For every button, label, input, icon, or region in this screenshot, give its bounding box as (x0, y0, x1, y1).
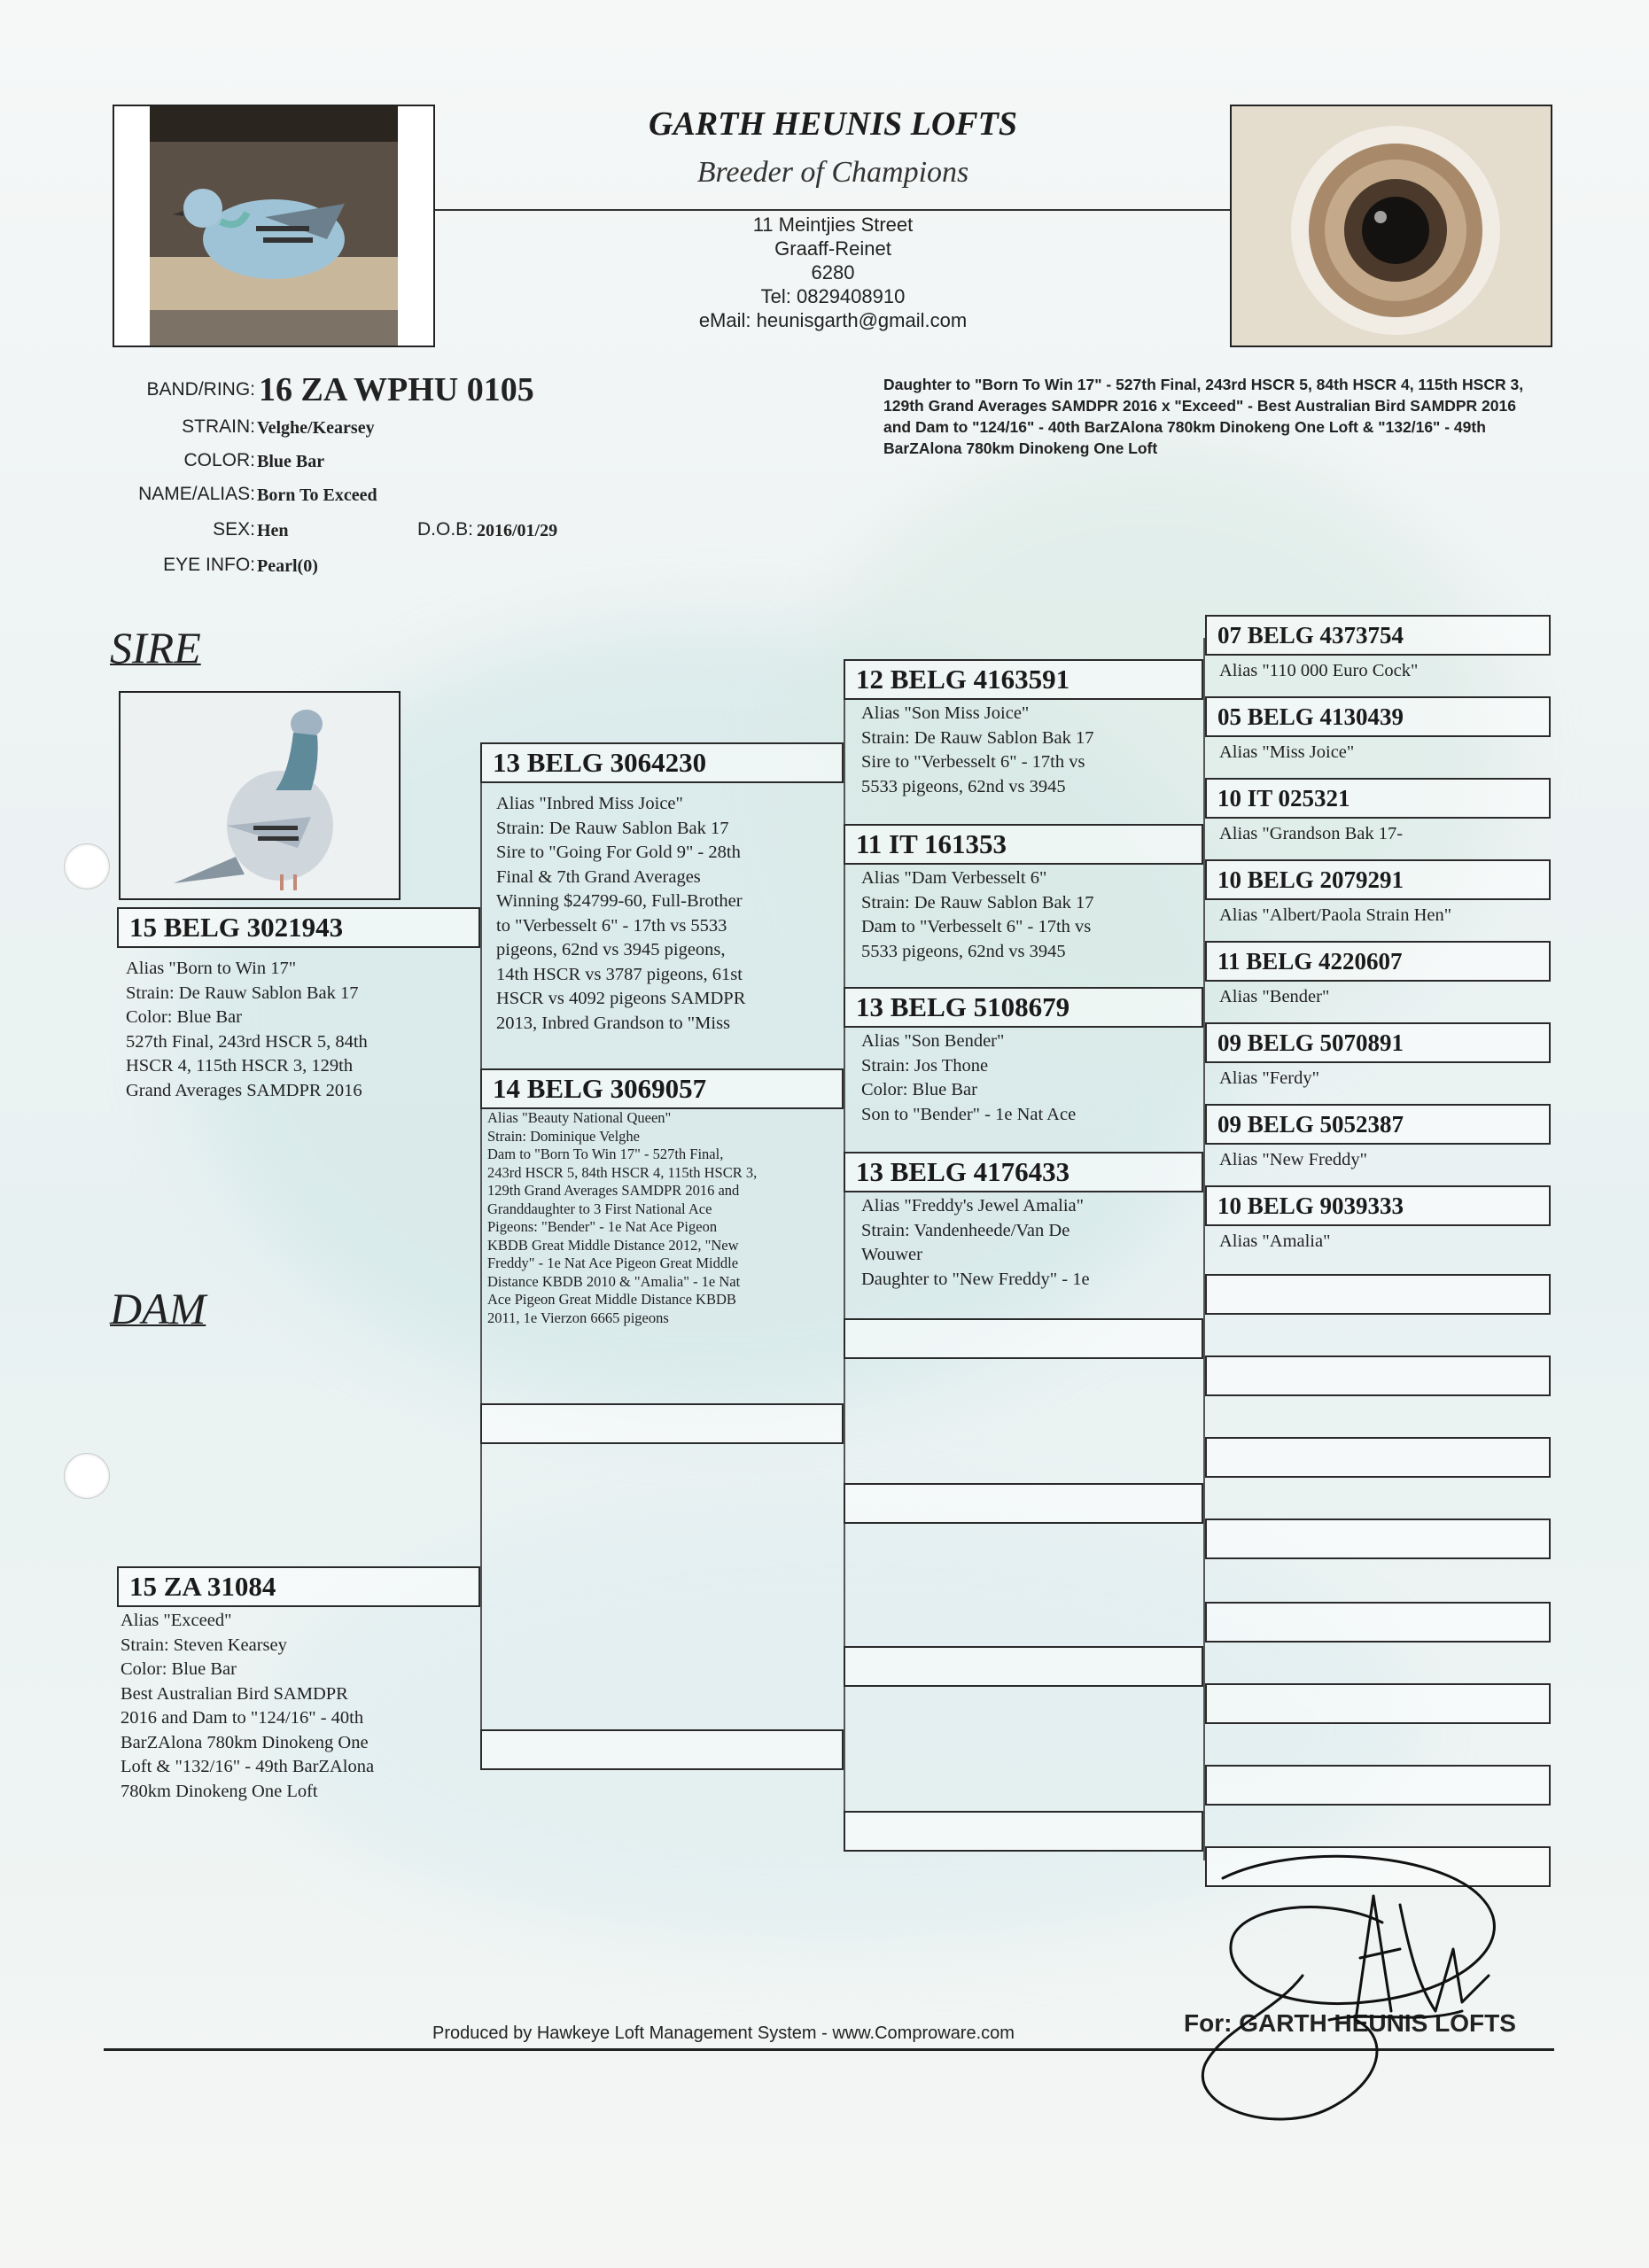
dam-sire-ring-box (480, 1403, 844, 1444)
gen4-ring-box-9 (1205, 1274, 1551, 1315)
sire-dam-ring-box: 14 BELG 3069057 (480, 1068, 844, 1109)
telephone: Tel: 0829408910 (760, 285, 906, 307)
gen4-ring-box-2: 05 BELG 4130439 (1205, 696, 1551, 737)
gen4-ring-box-7: 09 BELG 5052387 (1205, 1104, 1551, 1145)
loft-tagline: Breeder of Champions (696, 156, 969, 189)
punch-hole (64, 1453, 110, 1499)
pigeon-photo-icon (114, 106, 433, 346)
gen3-ring-box-3: 13 BELG 5108679 (844, 987, 1203, 1028)
band-label: BAND/RING: (146, 379, 255, 400)
gen3-ring-box-8 (844, 1811, 1203, 1852)
gen3-info-2: Alias "Dam Verbesselt 6" Strain: De Rauw Sablon Bak 17 Dam to "Verbesselt 6" - 17th vs 5533 pigeons, 62nd vs 3945 (861, 868, 1094, 961)
strain-value: Velghe/Kearsey (257, 418, 375, 438)
gen3-ring-box-6 (844, 1483, 1203, 1524)
dam-dam-ring-box (480, 1729, 844, 1770)
gen4-ring-box-8: 10 BELG 9039333 (1205, 1185, 1551, 1226)
punch-hole (64, 843, 110, 889)
gen4-ring-box-3: 10 IT 025321 (1205, 778, 1551, 819)
gen3-ring-box-4: 13 BELG 4176433 (844, 1152, 1203, 1192)
alias-value: Born To Exceed (257, 485, 377, 505)
eye-value: Pearl(0) (257, 556, 318, 576)
dam-heading: DAM (110, 1284, 206, 1333)
sire-ring-box: 15 BELG 3021943 (117, 907, 480, 948)
dob-label: D.O.B: (416, 519, 473, 540)
gen4-info-3: Alias "Grandson Bak 17- (1219, 824, 1404, 843)
produced-by: Produced by Hawkeye Loft Management System - www.Comproware.com (432, 2023, 1015, 2043)
dob-value: 2016/01/29 (477, 521, 558, 540)
gen4-info-5: Alias "Bender" (1219, 987, 1330, 1006)
gen4-ring-box-14 (1205, 1683, 1551, 1724)
gen3-connector (1203, 638, 1205, 1860)
gen4-ring-box-4: 10 BELG 2079291 (1205, 859, 1551, 900)
address-block (611, 213, 1054, 332)
gen4-info-4: Alias "Albert/Paola Strain Hen" (1219, 905, 1452, 925)
bird-description: Daughter to "Born To Win 17" - 527th Final, 243rd HSCR 5, 84th HSCR 4, 115th HSCR 3, 129th Grand Averages SAMDPR 2016 x "Exceed" - Best Australian Bird SAMDPR 2016 and Dam to "124/16" - 40th BarZAlona 780km Dinokeng One Loft & "132/16" - 49th BarZAlona 780km Dinokeng One Loft (883, 376, 1524, 457)
alias-label: NAME/ALIAS: (138, 484, 255, 504)
sire-sire-info: Alias "Inbred Miss Joice" Strain: De Rauw Sablon Bak 17 Sire to "Going For Gold 9" - 28th Final & 7th Grand Averages Winning $24799-60, Full-Brother to "Verbesselt 6" - 17th vs 5533 pigeons, 62nd vs 3945 pigeons, 14th HSCR vs 3787 pigeons, 61st HSCR vs 4092 pigeons SAMDPR 2013, Inbred Grandson to "Miss (496, 794, 746, 1033)
gen4-ring-box-11 (1205, 1437, 1551, 1478)
town: Graaff-Reinet (774, 237, 891, 260)
sire-info: Alias "Born to Win 17" Strain: De Rauw Sablon Bak 17 Color: Blue Bar 527th Final, 243rd HSCR 5, 84th HSCR 4, 115th HSCR 3, 129th Grand Averages SAMDPR 2016 (126, 959, 368, 1100)
email: eMail: heunisgarth@gmail.com (698, 309, 968, 331)
eye-photo (1230, 105, 1552, 347)
bird-photo (113, 105, 435, 347)
gen3-ring-box-5 (844, 1318, 1203, 1359)
gen3-info-4: Alias "Freddy's Jewel Amalia" Strain: Vandenheede/Van De Wouwer Daughter to "New Freddy" - 1e (861, 1196, 1090, 1289)
gen4-ring-box-1: 07 BELG 4373754 (1205, 615, 1551, 656)
signature-icon (1170, 1843, 1542, 2135)
sire-heading: SIRE (110, 623, 201, 672)
gen4-info-8: Alias "Amalia" (1219, 1231, 1331, 1251)
strain-label: STRAIN: (182, 416, 255, 437)
color-label: COLOR: (183, 450, 255, 470)
gen4-ring-box-15 (1205, 1765, 1551, 1806)
loft-name: GARTH HEUNIS LOFTS (649, 105, 1017, 143)
eye-label: EYE INFO: (163, 555, 255, 575)
gen4-info-6: Alias "Ferdy" (1219, 1068, 1319, 1088)
gen4-ring-box-6: 09 BELG 5070891 (1205, 1022, 1551, 1063)
gen3-info-3: Alias "Son Bender" Strain: Jos Thone Color: Blue Bar Son to "Bender" - 1e Nat Ace (861, 1031, 1077, 1124)
gen4-info-7: Alias "New Freddy" (1219, 1150, 1368, 1169)
sire-sire-ring-box: 13 BELG 3064230 (480, 742, 844, 783)
band-value: 16 ZA WPHU 0105 (259, 371, 534, 408)
sex-value: Hen (257, 521, 289, 540)
sire-photo (119, 691, 401, 900)
gen4-ring-box-10 (1205, 1355, 1551, 1396)
gen3-ring-box-1: 12 BELG 4163591 (844, 659, 1203, 700)
dam-ring-box: 15 ZA 31084 (117, 1566, 480, 1607)
sire-dam-info: Alias "Beauty National Queen" Strain: Dominique Velghe Dam to "Born To Win 17" - 527th Final, 243rd HSCR 5, 84th HSCR 4, 115th HSCR 3, 129th Grand Averages SAMDPR 2016 and Granddaughter to 3 First National Ace Pigeons: "Bender" - 1e Nat Ace Pigeon KBDB Great Middle Distance 2012, "New Freddy" - 1e Nat Ace Pigeon Great Middle Distance KBDB 2010 & "Amalia" - 1e Nat Ace Pigeon Great Middle Distance KBDB 2011, 1e Vierzon 6665 pigeons (487, 1109, 758, 1326)
gen1-connector (480, 773, 482, 1744)
color-value: Blue Bar (257, 452, 325, 471)
gen4-ring-box-12 (1205, 1518, 1551, 1559)
gen4-ring-box-13 (1205, 1602, 1551, 1643)
gen3-info-1: Alias "Son Miss Joice" Strain: De Rauw Sablon Bak 17 Sire to "Verbesselt 6" - 17th vs 5533 pigeons, 62nd vs 3945 (861, 703, 1094, 796)
for-label: For: GARTH HEUNIS LOFTS (1184, 2009, 1516, 2037)
postal-code: 6280 (811, 261, 855, 284)
gen4-info-2: Alias "Miss Joice" (1219, 742, 1355, 762)
gen4-ring-box-5: 11 BELG 4220607 (1205, 941, 1551, 982)
sex-label: SEX: (213, 519, 255, 540)
gen3-ring-box-7 (844, 1646, 1203, 1687)
street: 11 Meintjies Street (752, 214, 914, 236)
gen3-ring-box-2: 11 IT 161353 (844, 824, 1203, 865)
dam-info: Alias "Exceed" Strain: Steven Kearsey Color: Blue Bar Best Australian Bird SAMDPR 2016 and Dam to "124/16" - 40th BarZAlona 780km Dinokeng One Loft & "132/16" - 49th BarZAlona 780km Dinokeng One Loft (121, 1611, 375, 1801)
pigeon-photo-icon (121, 693, 399, 898)
eye-photo-icon (1232, 106, 1551, 346)
gen4-info-1: Alias "110 000 Euro Cock" (1219, 661, 1419, 680)
header-connector (435, 209, 1230, 211)
